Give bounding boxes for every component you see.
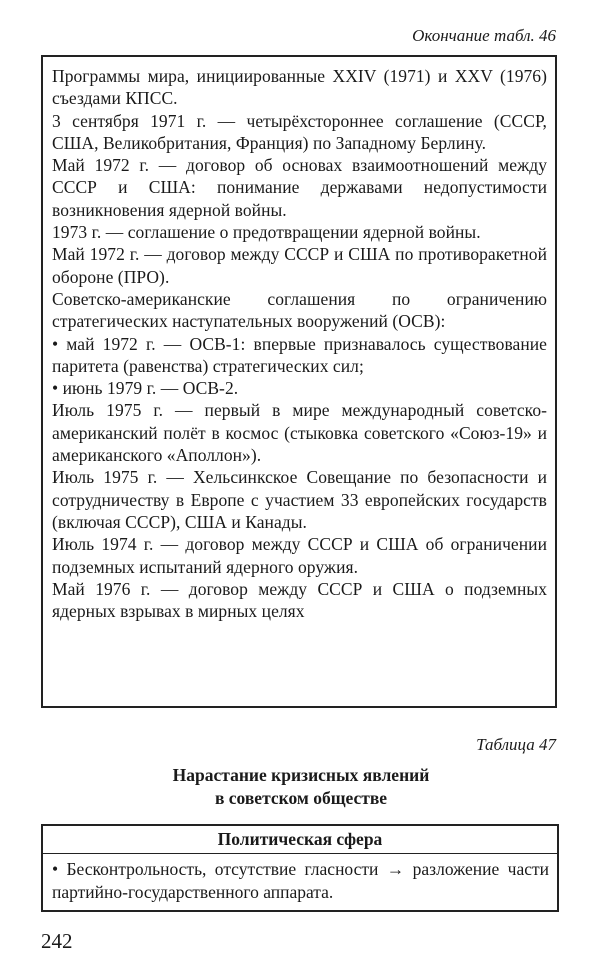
bullet-item: • июнь 1979 г. — ОСВ-2. — [52, 378, 239, 399]
paragraph: Июль 1975 г. — первый в мире международный советско-американский полёт в космос (стыковка советского «Союз-19» и американского «Аполлон»). — [52, 400, 547, 466]
paragraph: Май 1972 г. — договор между СССР и США по противоракетной обороне (ПРО). — [52, 244, 547, 287]
paragraph: 1973 г. — соглашение о предотвращении ядерной войны. — [52, 222, 481, 243]
paragraph: Июль 1974 г. — договор между СССР и США об ограничении подземных испытаний ядерного оружия. — [52, 534, 547, 577]
paragraph: Май 1976 г. — договор между СССР и США о подземных ядерных взрывах в мирных целях — [52, 578, 547, 622]
paragraph: Программы мира, инициированные XXIV (1971) и XXV (1976) съездами КПСС. — [52, 66, 547, 109]
table-title — [41, 764, 561, 810]
paragraph: 3 сентября 1971 г. — четырёхстороннее соглашение (СССР, США, Великобритания, Франция) по Западному Берлину. — [52, 110, 547, 153]
table-label: Таблица 47 — [476, 735, 556, 754]
bullet-item: • май 1972 г. — ОСВ-1: впервые признавалось существование паритета (равенства) стратегических сил; — [52, 333, 547, 376]
table-title-line: в советском обществе — [214, 788, 388, 808]
paragraph: Май 1972 г. — договор об основах взаимоотношений между СССР и США: понимание державами недопустимости возникновения ядерной войны. — [52, 155, 547, 220]
table-title-line: Нарастание кризисных явлений — [172, 765, 430, 785]
paragraph: Июль 1975 г. — Хельсинкское Совещание по безопасности и сотрудничеству в Европе с участием 33 европейских государств (включая СССР), США и Канады. — [52, 467, 547, 532]
table-47 — [41, 824, 559, 912]
table-46-end-box — [41, 55, 557, 708]
table-header-cell: Политическая сфера — [43, 826, 557, 854]
table-cell: • Бесконтрольность, отсутствие гласности → разложение части партийно-государственного аппарата. — [52, 859, 549, 902]
paragraph: Советско-американские соглашения по ограничению стратегических наступательных вооружений (ОСВ): — [52, 288, 547, 332]
running-head: Окончание табл. 46 — [412, 26, 556, 45]
page-number: 242 — [41, 929, 73, 953]
